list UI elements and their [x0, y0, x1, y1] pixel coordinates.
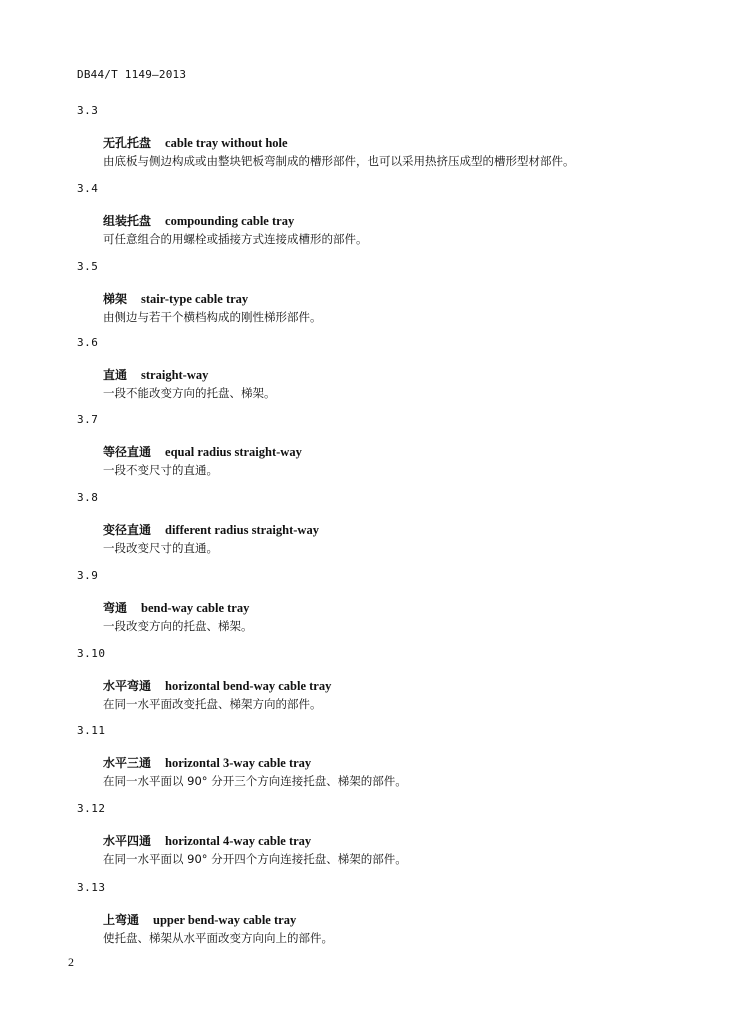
term-definition: 在同一水平面改变托盘、梯架方向的部件。 — [103, 697, 322, 711]
term-chinese: 等径直通 — [103, 445, 152, 459]
term-chinese: 弯通 — [103, 601, 128, 615]
term-chinese: 直通 — [103, 368, 128, 382]
clause-number: 3.8 — [77, 491, 99, 504]
term-chinese: 水平四通 — [103, 834, 152, 848]
term-english: different radius straight-way — [165, 523, 319, 537]
term-heading — [103, 134, 288, 151]
term-english: compounding cable tray — [165, 214, 295, 228]
term-english: straight-way — [141, 368, 209, 382]
term-definition: 由底板与侧边构成或由整块钯板弯制成的槽形部件，也可以采用热挤压成型的槽形型材部件。 — [103, 154, 575, 168]
clause-number: 3.10 — [77, 647, 106, 660]
term-heading — [103, 832, 311, 849]
term-definition: 一段不能改变方向的托盘、梯架。 — [103, 386, 276, 400]
term-definition: 在同一水平面以 90° 分开三个方向连接托盘、梯架的部件。 — [103, 774, 407, 788]
clause-number: 3.13 — [77, 881, 106, 894]
term-chinese: 无孔托盘 — [103, 136, 152, 150]
term-english: equal radius straight-way — [165, 445, 302, 459]
page-number: 2 — [68, 955, 74, 969]
term-definition: 一段不变尺寸的直通。 — [103, 463, 218, 477]
term-heading — [103, 677, 331, 694]
term-chinese: 水平弯通 — [103, 679, 152, 693]
term-definition: 在同一水平面以 90° 分开四个方向连接托盘、梯架的部件。 — [103, 852, 407, 866]
term-english: bend-way cable tray — [141, 601, 250, 615]
term-chinese: 组装托盘 — [103, 214, 152, 228]
term-english: horizontal bend-way cable tray — [165, 679, 332, 693]
term-definition: 使托盘、梯架从水平面改变方向向上的部件。 — [103, 931, 333, 945]
term-chinese: 梯架 — [103, 292, 128, 306]
term-chinese: 水平三通 — [103, 756, 152, 770]
term-heading — [103, 366, 208, 383]
term-english: horizontal 4-way cable tray — [165, 834, 312, 848]
clause-number: 3.5 — [77, 260, 99, 273]
clause-number: 3.11 — [77, 724, 106, 737]
term-heading — [103, 212, 294, 229]
clause-number: 3.9 — [77, 569, 99, 582]
term-definition: 可任意组合的用螺栓或插接方式连接成槽形的部件。 — [103, 232, 368, 246]
clause-number: 3.3 — [77, 104, 99, 117]
term-heading — [103, 754, 311, 771]
term-definition: 一段改变尺寸的直通。 — [103, 541, 218, 555]
term-heading — [103, 521, 319, 538]
clause-number: 3.12 — [77, 802, 106, 815]
clause-number: 3.4 — [77, 182, 99, 195]
term-heading — [103, 290, 248, 307]
document-header: DB44/T 1149—2013 — [77, 68, 187, 81]
clause-number: 3.6 — [77, 336, 99, 349]
term-definition: 一段改变方向的托盘、梯架。 — [103, 619, 253, 633]
term-heading — [103, 443, 302, 460]
term-heading — [103, 911, 296, 928]
term-english: cable tray without hole — [165, 136, 288, 150]
term-chinese: 上弯通 — [103, 913, 140, 927]
term-definition: 由侧边与若干个横档构成的刚性梯形部件。 — [103, 310, 322, 324]
term-heading — [103, 599, 249, 616]
term-chinese: 变径直通 — [103, 523, 152, 537]
term-english: upper bend-way cable tray — [153, 913, 297, 927]
clause-number: 3.7 — [77, 413, 99, 426]
term-english: horizontal 3-way cable tray — [165, 756, 312, 770]
term-english: stair-type cable tray — [141, 292, 249, 306]
